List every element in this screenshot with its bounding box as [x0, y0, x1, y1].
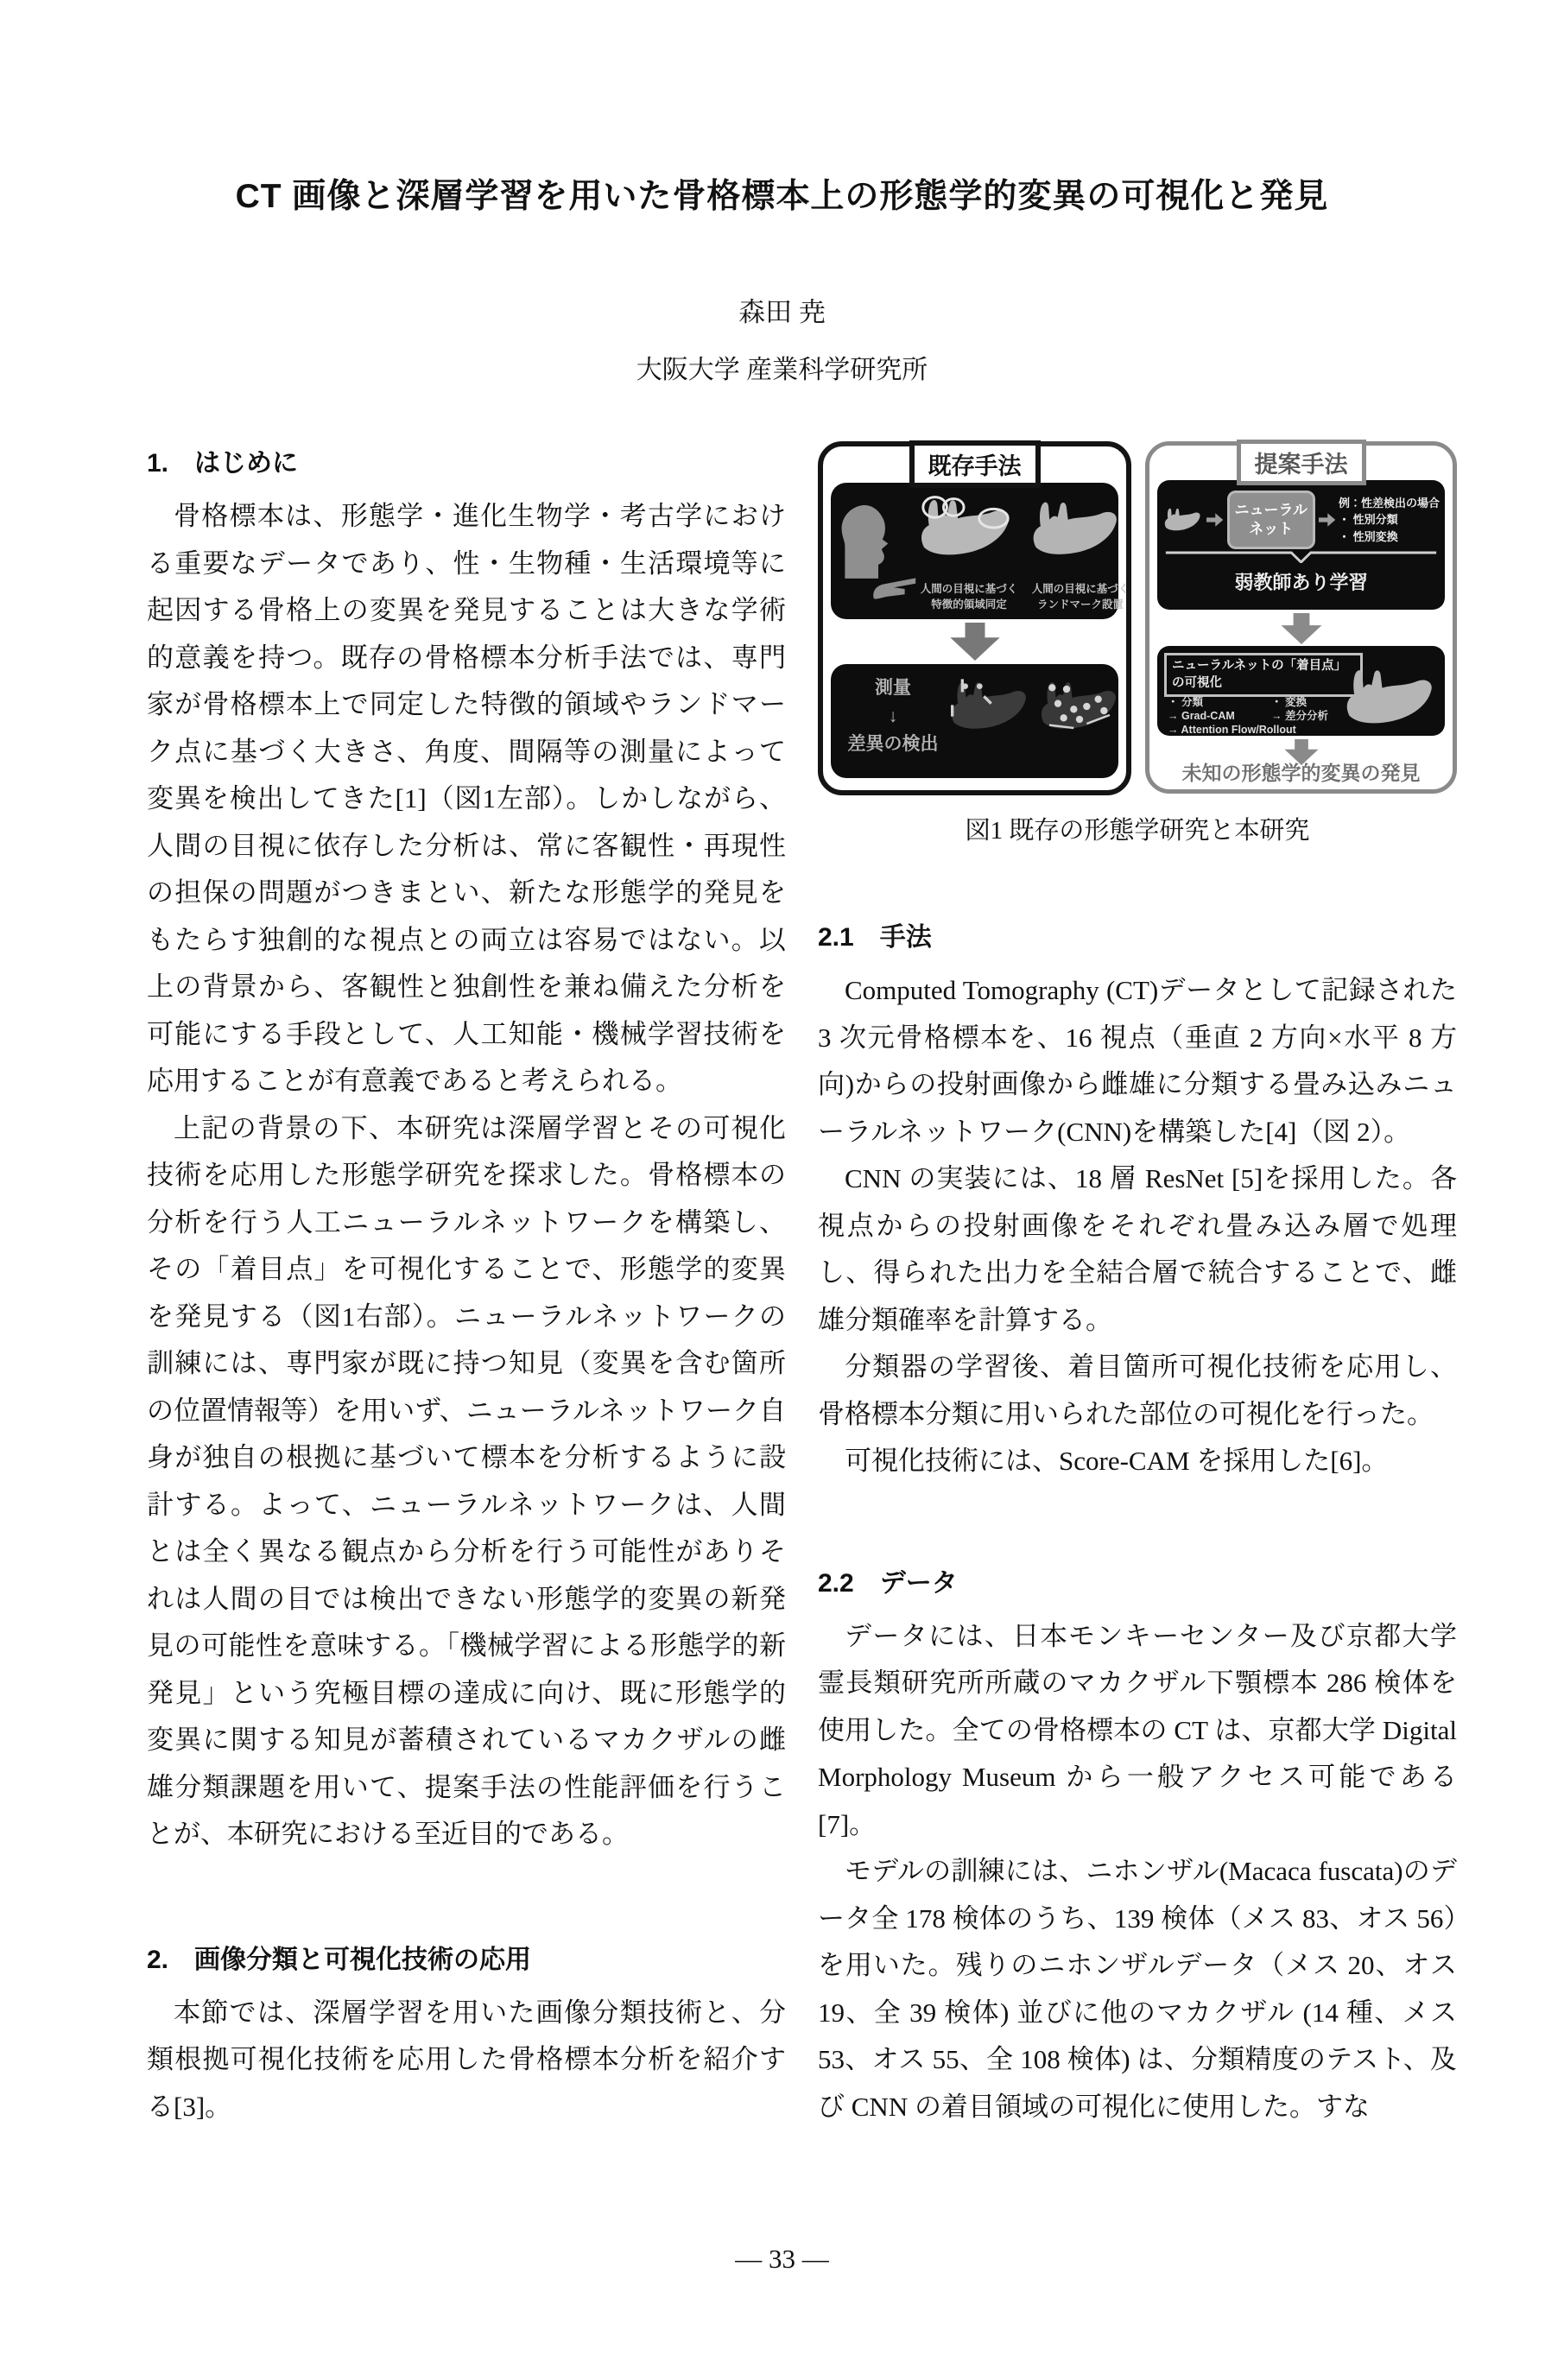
section-1-heading: 1. はじめに	[147, 449, 299, 478]
existing-caption-1: 人間の目視に基づく 特徴的領域同定	[920, 582, 1018, 611]
existing-method-title: 既存手法	[909, 440, 1041, 488]
left-column	[147, 441, 786, 2130]
human-head-icon	[836, 502, 893, 581]
page-title: CT 画像と深層学習を用いた骨格標本上の形態学的変異の可視化と発見	[235, 178, 1329, 215]
paragraph: 分類器の学習後、着目箇所可視化技術を応用し、骨格標本分類に用いられた部位の可視化を行った。	[818, 1351, 1457, 1429]
right-arrow-icon	[1206, 510, 1223, 529]
jawbone-measurement-icon	[947, 676, 1033, 737]
down-arrow-icon	[1278, 613, 1325, 644]
right-column	[818, 441, 1457, 2130]
visualization-methods: ・ 分類 ・ 変換 → Grad-CAM → 差分分析 → Attention Flow/Rollout	[1168, 696, 1328, 736]
neural-net-box: ニューラルネット	[1227, 491, 1315, 549]
visualization-title: ニューラルネットの「着目点」の可視化	[1164, 653, 1363, 697]
jawbone-icon	[1028, 497, 1124, 562]
jawbone-landmarks-icon	[1036, 676, 1123, 737]
section-2-heading: 2. 画像分類と可視化技術の応用	[147, 1945, 532, 1974]
section-2-2-heading: 2.2 データ	[818, 1568, 958, 1598]
paper-page	[0, 169, 1564, 2380]
paragraph: データには、日本モンキーセンター及び京都大学霊長類研究所所蔵のマカクザル下顎標本 286 検体を使用した。全ての骨格標本の CT は、京都大学 Digital Morphology Museum から一般アクセス可能である[7]。	[818, 1620, 1457, 1839]
author-name: 森田 尭	[738, 297, 826, 327]
jawbone-input-icon	[1162, 501, 1203, 539]
paper-header	[0, 169, 1564, 386]
proposed-top-box	[1157, 480, 1445, 610]
paragraph: 可視化技術には、Score-CAM を採用した[6]。	[845, 1446, 1389, 1476]
jawbone-circled-icon	[915, 493, 1017, 564]
existing-method-panel	[818, 441, 1131, 795]
weak-supervision-label: 弱教師あり学習	[1234, 572, 1368, 593]
existing-bottom-box	[831, 664, 1118, 778]
existing-top-box	[831, 483, 1130, 619]
right-arrow-icon	[1319, 510, 1335, 529]
figure1-caption: 図1 既存の形態学研究と本研究	[965, 817, 1310, 845]
discovery-label: 未知の形態学的変異の発見	[1181, 762, 1421, 784]
paragraph: モデルの訓練には、ニホンザル(Macaca fuscata)のデータ全 178 検体のうち、139 検体（メス 83、オス 56）を用いた。残りのニホンザルデータ（メス 20、オス 19、全 39 検体) 並びに他のマカクザル (14 種、メス 53、オス 55、全 108 検体) は、分類精度のテスト、及び CNN の着目領域の可視化に使用した。すな	[818, 1856, 1457, 2122]
proposed-method-panel	[1145, 441, 1457, 794]
affiliation: 大阪大学 産業科学研究所	[636, 356, 928, 384]
proposed-method-title: 提案手法	[1237, 440, 1366, 485]
section-2-1-heading: 2.1 手法	[818, 923, 932, 952]
paragraph: 骨格標本は、形態学・進化生物学・考古学における重要なデータであり、性・生物種・生活環境等に起因する骨格上の変異を発見することは大きな学術的意義を持つ。既存の骨格標本分析手法では、専門家が骨格標本上で同定した特徴的領域やランドマーク点に基づく大きさ、角度、間隔等の測量によって変異を検出してきた[1]（図1左部）。しかしながら、人間の目視に依存した分析は、常に客観性・再現性の担保の問題がつきまとい、新たな形態学的発見をもたらす独創的な視点との両立は容易ではない。以上の背景から、客観性と独創性を兼ね備えた分析を可能にする手段として、人工知能・機械学習技術を応用することが有意義であると考えられる。	[147, 501, 786, 1096]
page-number: — 33 —	[735, 2244, 829, 2274]
figure1-panels	[818, 441, 1457, 795]
measure-label: 測量 ↓ 差異の検出	[847, 678, 939, 755]
paragraph: Computed Tomography (CT)データとして記録された 3 次元骨格標本を、16 視点（垂直 2 方向×水平 8 方向)からの投射画像から雌雄に分類する畳み込みニューラルネットワーク(CNN)を構築した[4]（図 2）。	[818, 975, 1457, 1147]
paragraph: 本節では、深層学習を用いた画像分類技術と、分類根拠可視化技術を応用した骨格標本分析を紹介する[3]。	[147, 1997, 786, 2122]
down-arrow-icon	[948, 623, 1002, 661]
jawbone-result-icon	[1339, 665, 1441, 731]
nn-pipeline-row	[1157, 480, 1445, 549]
underbrace-icon	[1157, 549, 1445, 567]
proposed-visualization-box	[1157, 646, 1445, 736]
two-column-body	[147, 441, 1457, 2130]
existing-caption-2: 人間の目視に基づく ランドマーク設置	[1031, 582, 1130, 611]
sex-detection-example: 例：性差検出の場合 ・ 性別分類 ・ 性別変換	[1338, 496, 1440, 543]
figure-1	[818, 441, 1457, 846]
paragraph: 上記の背景の下、本研究は深層学習とその可視化技術を応用した形態学研究を探求した。骨格標本の分析を行う人工ニューラルネットワークを構築し、その「着目点」を可視化することで、形態学的変異を発見する（図1右部）。ニューラルネットワークの訓練には、専門家が既に持つ知見（変異を含む箇所の位置情報等）を用いず、ニューラルネットワーク自身が独自の根拠に基づいて標本を分析するように設計する。よって、ニューラルネットワークは、人間とは全く異なる観点から分析を行う可能性がありそれは人間の目では検出できない形態学的変異の新発見の可能性を意味する。「機械学習による形態学的新発見」という究極目標の達成に向け、既に形態学的変異に関する知見が蓄積されているマカクザルの雌雄分類課題を用いて、提案手法の性能評価を行うことが、本研究における至近目的である。	[147, 1112, 786, 1849]
paragraph: CNN の実装には、18 層 ResNet [5]を採用した。各視点からの投射画像をそれぞれ畳み込み層で処理し、得られた出力を全結合層で統合することで、雌雄分類確率を計算する。	[818, 1163, 1457, 1335]
pointing-hand-icon	[871, 574, 917, 604]
